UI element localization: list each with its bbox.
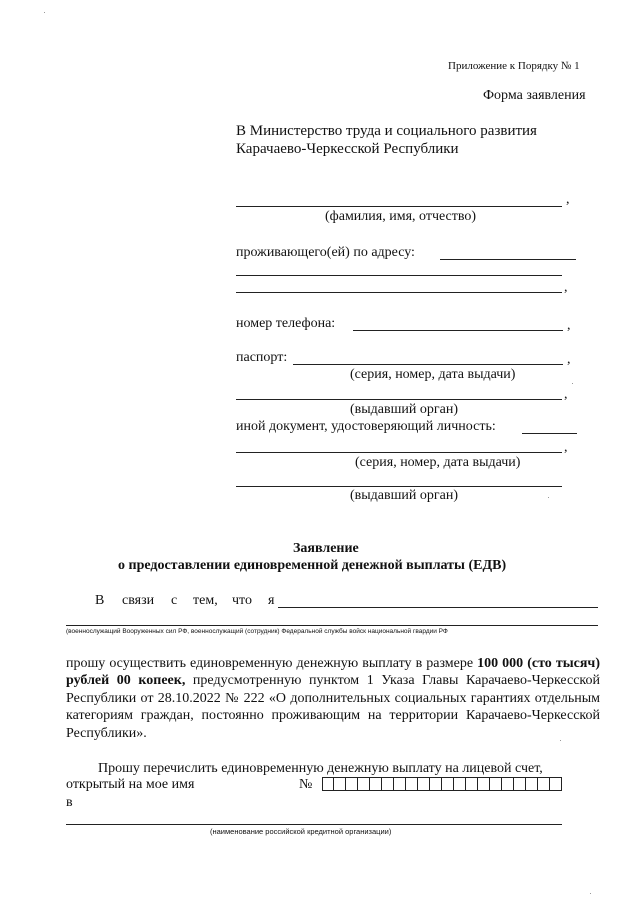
account-digit-cell[interactable] [466, 777, 478, 791]
phone-label: номер телефона: [236, 316, 336, 331]
account-digit-cell[interactable] [490, 777, 502, 791]
account-digit-cell[interactable] [478, 777, 490, 791]
account-digit-cell[interactable] [382, 777, 394, 791]
phone-comma: , [567, 318, 571, 333]
passport-comma: , [567, 352, 571, 367]
account-opened-label: открытый на мое имя [66, 777, 195, 792]
account-digit-cell[interactable] [430, 777, 442, 791]
account-digit-cell[interactable] [418, 777, 430, 791]
other-doc-comma: , [564, 440, 568, 455]
intro-word: тем, [193, 593, 218, 608]
account-digit-cell[interactable] [394, 777, 406, 791]
account-digit-cell[interactable] [502, 777, 514, 791]
intro-word: что [232, 593, 252, 608]
other-issuer-input-line[interactable] [236, 486, 562, 487]
transfer-text: Прошу перечислить единовременную денежную выплату на лицевой счет, [98, 761, 543, 776]
fio-caption: (фамилия, имя, отчество) [325, 209, 477, 224]
phone-input-line[interactable] [353, 330, 563, 331]
addressee-line-2: Карачаево-Черкесской Республики [236, 141, 459, 157]
account-digit-cell[interactable] [526, 777, 538, 791]
intro-word: В [95, 593, 105, 608]
request-paragraph [66, 655, 600, 742]
scan-speck [548, 497, 549, 498]
bank-caption: (наименование российской кредитной организации) [210, 827, 392, 836]
bank-prefix: в [66, 795, 73, 810]
address-input-line-3[interactable] [236, 292, 562, 293]
statement-title: Заявление [293, 541, 359, 556]
intro-caption: (военнослужащий Вооруженных сил РФ, военнослужащий (сотрудник) Федеральной службы войск национальной гвардии РФ [66, 628, 448, 635]
number-sign: № [299, 777, 313, 792]
account-digit-cell[interactable] [550, 777, 562, 791]
scan-speck [44, 12, 45, 13]
passport-input-line[interactable] [293, 364, 563, 365]
addressee-line-1: В Министерство труда и социального развития [236, 123, 537, 139]
account-digit-cell[interactable] [334, 777, 346, 791]
account-digit-cell[interactable] [538, 777, 550, 791]
form-title: Форма заявления [483, 88, 586, 103]
other-doc-label: иной документ, удостоверяющий личность: [236, 419, 496, 434]
account-digit-cell[interactable] [514, 777, 526, 791]
request-rest: предусмотренную пунктом 1 Указа Главы Карачаево-Черкесской Республики от 28.10.2022 № 222 «О дополнительных социальных гарантиях отдельным категориям граждан, постоянно проживающим на территории Карачаево-Черкесской Республики». [66, 673, 600, 741]
scan-speck [572, 383, 573, 384]
bank-input-line[interactable] [66, 824, 562, 825]
address-input-line-2[interactable] [236, 275, 562, 276]
scan-speck [590, 893, 591, 894]
fio-input-line[interactable] [236, 206, 562, 207]
account-digit-cell[interactable] [406, 777, 418, 791]
passport-issuer-comma: , [564, 387, 568, 402]
statement-subtitle: о предоставлении единовременной денежной выплаты (ЕДВ) [118, 558, 507, 573]
intro-word: с [171, 593, 178, 608]
other-issuer-caption: (выдавший орган) [350, 488, 459, 503]
account-number-cells[interactable] [322, 777, 562, 791]
passport-issuer-caption: (выдавший орган) [350, 402, 459, 417]
other-doc-input-line[interactable] [522, 433, 577, 434]
request-amount: 100 000 (сто тысяч) рублей 00 копеек, [66, 656, 600, 689]
passport-issuer-input-line[interactable] [236, 399, 562, 400]
scan-speck [560, 740, 561, 741]
account-digit-cell[interactable] [370, 777, 382, 791]
account-digit-cell[interactable] [358, 777, 370, 791]
intro-word: связи [122, 593, 155, 608]
account-digit-cell[interactable] [346, 777, 358, 791]
passport-caption: (серия, номер, дата выдачи) [350, 367, 516, 382]
intro-input-line[interactable] [278, 607, 598, 608]
fio-comma: , [566, 192, 570, 207]
request-lead: прошу осуществить единовременную денежную выплату в размере [66, 656, 478, 671]
account-digit-cell[interactable] [442, 777, 454, 791]
intro-input-line-2[interactable] [66, 625, 598, 626]
appendix-label: Приложение к Порядку № 1 [448, 60, 580, 72]
other-doc-caption: (серия, номер, дата выдачи) [355, 455, 521, 470]
account-digit-cell[interactable] [454, 777, 466, 791]
passport-label: паспорт: [236, 350, 288, 365]
account-digit-cell[interactable] [322, 777, 334, 791]
intro-word: я [268, 593, 275, 608]
address-comma: , [564, 280, 568, 295]
address-label: проживающего(ей) по адресу: [236, 245, 415, 260]
address-input-line-1[interactable] [440, 259, 576, 260]
other-doc-details-input-line[interactable] [236, 452, 562, 453]
